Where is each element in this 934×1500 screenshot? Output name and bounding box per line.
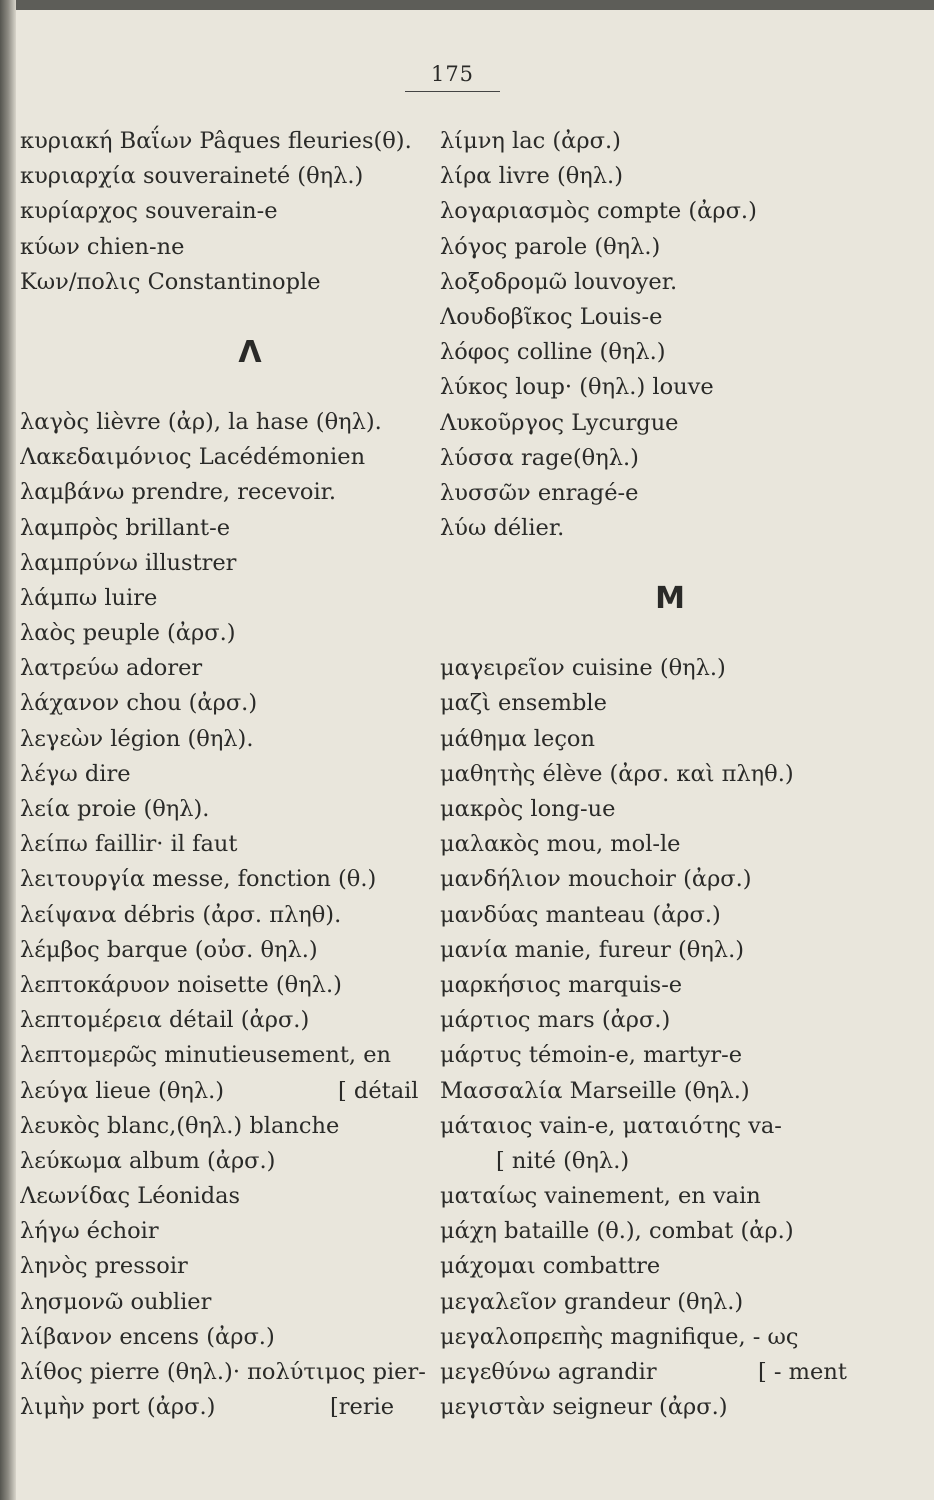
entry: Λυκοῦργος Lycurgue [440,409,679,436]
entry: λείπω faillir· il faut [20,831,238,858]
entry: λέμβος barque (οὐσ. θηλ.) [20,936,318,963]
entry: μεγαλεῖον grandeur (θηλ.) [440,1288,744,1315]
entry: λίμνη lac (ἀρσ.) [440,128,621,154]
entry: λησμονῶ oublier [20,1288,212,1315]
entry: μαρκήσιος marquis-e [440,971,683,998]
entry-text: μεγεθύνω agrandir [440,1359,657,1385]
left-column [20,124,442,1425]
entry: μανδήλιον mouchoir (ἀρσ.) [440,866,752,893]
entry: μάρτιος mars (ἀρσ.) [440,1007,671,1034]
entry: λεύκωμα album (ἀρσ.) [20,1147,276,1174]
entry: λατρεύω adorer [20,655,203,682]
entry-with-continuation [440,1355,870,1390]
entry: λίθος pierre (θηλ.)· πολύτιμος pier- [20,1359,426,1385]
continuation-mark: [ détail [338,1077,419,1104]
entry: μάταιος vain-e, ματαιότης va- [440,1112,782,1139]
scan-top-edge [0,0,934,10]
entry: λαγὸς lièvre (ἀρ), la hase (θηλ). [20,408,382,435]
entry: λείψανα débris (ἀρσ. πληθ). [20,901,342,928]
entry: Μασσαλία Marseille (θηλ.) [440,1077,750,1104]
entry: λάχανον chou (ἀρσ.) [20,690,258,717]
entry: λύσσα rage(θηλ.) [440,444,639,471]
entry: λόγος parole (θηλ.) [440,233,661,260]
entry: λογαριασμὸς compte (ἀρσ.) [440,198,757,225]
entry: μαθητὴς élève (ἀρσ. καὶ πληθ.) [440,760,794,787]
entry: λαμπρὸς brillant-e [20,514,231,541]
entry: μάχη bataille (θ.), combat (ἀρ.) [440,1218,794,1245]
entry-text: λεύγα lieue (θηλ.) [20,1077,225,1104]
entry: κύων chien-ne [20,233,185,260]
scan-binding-edge [0,0,16,1500]
entry: μαζὶ ensemble [440,690,607,717]
entry-text: λιμὴν port (ἀρσ.) [20,1394,216,1421]
entry: κυρίαρχος souverain-e [20,198,278,225]
entry: μάθημα leçon [440,725,595,752]
entry-with-continuation [20,1074,442,1109]
continuation-mark: [ - ment [758,1359,847,1385]
entry: μανδύας manteau (ἀρσ.) [440,901,721,928]
entry: κυριαρχία souveraineté (θηλ.) [20,163,364,190]
entry: λειτουργία messe, fonction (θ.) [20,866,377,893]
entry: λαμπρύνω illustrer [20,549,237,576]
entry: λαὸς peuple (ἀρσ.) [20,620,236,647]
continuation-mark: [rerie [330,1394,395,1421]
entry: λεπτοκάρυον noisette (θηλ.) [20,971,342,998]
entry: μεγιστὰν seigneur (ἀρσ.) [440,1394,728,1421]
entry: λεγεὼν légion (θηλ). [20,725,254,752]
entry-continuation: [ nité (θηλ.) [496,1147,630,1174]
entry: ματαίως vainement, en vain [440,1183,761,1210]
entry: μάρτυς témoin-e, martyr-e [440,1042,743,1069]
entry: λεία proie (θηλ). [20,796,210,822]
entry: μεγαλοπρεπὴς magnifique, - ως [440,1323,799,1350]
entry: λάμπω luire [20,584,158,611]
entry: λίβανον encens (ἀρσ.) [20,1323,275,1350]
entry: ληνὸς pressoir [20,1253,188,1280]
entry: λίρα livre (θηλ.) [440,163,623,190]
right-column [440,124,870,1425]
entry: Λεωνίδας Léonidas [20,1183,241,1210]
entry: Κων/πολις Constantinople [20,268,321,295]
entry: λυσσῶν enragé-e [440,479,639,506]
entry: μαλακὸς mou, mol-le [440,831,681,858]
section-letter-mu: Μ [655,581,685,617]
entry: Λακεδαιμόνιος Lacédémonien [20,444,366,471]
entry: λευκὸς blanc,(θηλ.) blanche [20,1112,340,1139]
entry: λόφος colline (θηλ.) [440,339,666,366]
entry: λεπτομέρεια détail (ἀρσ.) [20,1007,310,1034]
entry: μανία manie, fureur (θηλ.) [440,936,745,963]
entry: Λουδοβῖκος Louis-e [440,303,663,330]
entry: μάχομαι combattre [440,1253,661,1280]
entry: λύω délier. [440,515,565,542]
entry: λύκος loup· (θηλ.) louve [440,374,714,401]
entry: λοξοδρομῶ louvoyer. [440,268,678,295]
entry: κυριακή Βαΐων Pâques fleuries(θ). [20,128,412,154]
entry: λεπτομερῶς minutieusement, en [20,1042,392,1069]
entry: λαμβάνω prendre, recevoir. [20,479,337,506]
section-letter-lambda: Λ [238,334,262,370]
entry-with-continuation [20,1390,442,1425]
entry: μακρὸς long-ue [440,796,616,822]
entry: λέγω dire [20,760,131,787]
entry: μαγειρεῖον cuisine (θηλ.) [440,655,726,682]
entry: λήγω échoir [20,1218,159,1245]
page-number: 175 [405,62,500,92]
